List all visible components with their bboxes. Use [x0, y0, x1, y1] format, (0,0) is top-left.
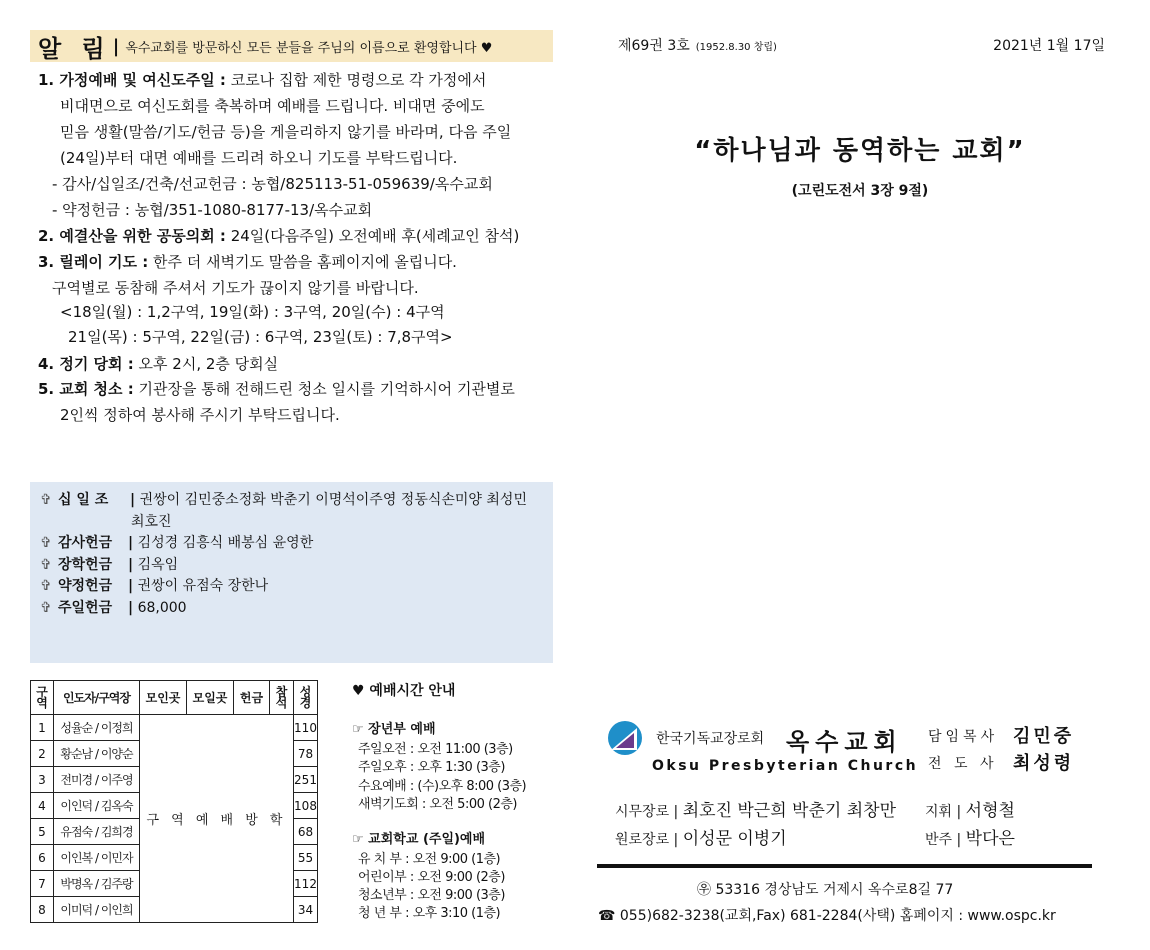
- table-row: 2 황순남 / 이양순 78: [31, 741, 318, 767]
- header-leader: 인도자/구역장: [54, 681, 140, 715]
- motto-reference: (고린도전서 3장 9절): [791, 183, 929, 199]
- offering-names: 김성경 김흥식 배봉심 윤영한: [137, 535, 314, 551]
- offering-names: 권쌍이 김민중소정화 박춘기 이명석이주영 정동식손미양 최성민: [139, 492, 527, 508]
- pastor-name: 김민중: [1013, 726, 1075, 747]
- emeritus-elders: 원로장로 | 이성문 이병기: [615, 829, 787, 849]
- table-row: 3 전미경 / 이주영 251: [31, 767, 318, 793]
- service-times-title: ♥ 예배시간 안내: [352, 683, 456, 699]
- founded-date: (1952.8.30 창립): [695, 42, 777, 53]
- header-bible: 성경: [294, 681, 318, 715]
- church-name-english: Oksu Presbyterian Church: [652, 758, 919, 774]
- service-line: 주일오후 : 오후 1:30 (3층): [358, 760, 505, 775]
- offering-label: 주일헌금: [58, 600, 113, 616]
- offering-list: ✞ 십 일 조 | 권쌍이 김민중소정화 박춘기 이명석이주영 정동식손미양 최성민 최호진 ✞ 감사헌금 | 김성경 김흥식 배봉심 윤영한 ✞ 장학헌금 | 김옥임 ✞ 약정헌금 | 권쌍이 유점숙 장한나 ✞ 주일헌금 | 68,000: [30, 482, 553, 663]
- notice-title: 알 림: [38, 34, 111, 63]
- cross-icon: ✞: [40, 600, 52, 616]
- service-line: 새벽기도회 : 오전 5:00 (2층): [358, 797, 517, 812]
- offering-label: 감사헌금: [58, 535, 113, 551]
- denomination: 한국기독교장로회: [656, 731, 765, 747]
- divider: [597, 864, 1092, 868]
- accompanist: 반주 | 박다은: [925, 829, 1015, 849]
- offering-names: 김옥임: [137, 557, 179, 573]
- header-offering: 헌금: [234, 681, 270, 715]
- notice-item-4: 4. 정기 당회 : 오후 2시, 2층 당회실: [38, 355, 279, 373]
- church-address: ㉾ 53316 경상남도 거제시 옥수로8길 77: [697, 882, 954, 898]
- notice-header: [30, 30, 553, 62]
- service-line: 주일오전 : 오전 11:00 (3층): [358, 742, 513, 757]
- account-info-line: - 약정헌금 : 농협/351-1080-8177-13/옥수교회: [52, 201, 373, 219]
- account-info-line: - 감사/십일조/건축/선교헌금 : 농협/825113-51-059639/옥수교회: [52, 175, 493, 193]
- cross-icon: ✞: [40, 535, 52, 551]
- notice-item-1-line: (24일)부터 대면 예배를 드리려 하오니 기도를 부탁드립니다.: [60, 149, 458, 167]
- header-meeting-place: 모일곳: [187, 681, 234, 715]
- table-row: 7 박명옥 / 김주랑 112: [31, 871, 318, 897]
- evangelist-role: 전 도 사: [928, 756, 998, 772]
- district-table: [30, 680, 318, 923]
- offering-names-continued: 최호진: [131, 514, 172, 530]
- pastor-role: 담임목사: [928, 729, 999, 745]
- cross-icon: ✞: [40, 557, 52, 573]
- school-service-heading: ☞ 교회학교 (주일)예배: [352, 832, 486, 847]
- church-contact: ☎ 055)682-3238(교회,Fax) 681-2284(사택) 홈페이지 : www.ospc.kr: [598, 908, 1056, 924]
- offering-names: 권쌍이 유점숙 장한나: [137, 578, 269, 594]
- table-row: 5 유점숙 / 김희경 68: [31, 819, 318, 845]
- notice-item-5: 5. 교회 청소 : 기관장을 통해 전해드린 청소 일시를 기억하시어 기관별로: [38, 380, 515, 398]
- church-motto: “하나님과 동역하는 교회”: [694, 136, 1026, 166]
- notice-item-3: 3. 릴레이 기도 : 한주 더 새벽기도 말씀을 홈페이지에 올립니다.: [38, 253, 457, 271]
- table-row: 1 성율순 / 이정희 구 역 예 배 방 학 110: [31, 715, 318, 741]
- evangelist-name: 최성령: [1013, 753, 1075, 774]
- service-line: 청소년부 : 오전 9:00 (3층): [358, 888, 505, 903]
- notice-item-5-line: 2인씩 정하여 봉사해 주시기 부탁드립니다.: [60, 406, 340, 424]
- bulletin-volume: 제69권 3호 (1952.8.30 창립): [618, 38, 777, 54]
- notice-welcome-text: 옥수교회를 방문하신 모든 분들을 주님의 이름으로 환영합니다 ♥: [125, 40, 493, 56]
- header-attendance: 참석: [270, 681, 294, 715]
- conductor: 지휘 | 서형철: [925, 801, 1015, 821]
- table-row: 4 이인덕 / 김옥숙 108: [31, 793, 318, 819]
- header-district: 구역: [31, 681, 54, 715]
- offering-label: 약정헌금: [58, 578, 113, 594]
- cross-icon: ✞: [40, 578, 52, 594]
- service-line: 수요예배 : (수)오후 8:00 (3층): [358, 779, 527, 794]
- cross-icon: ✞: [40, 492, 52, 508]
- notice-item-1-line: 비대면으로 여신도회를 축복하며 예배를 드립니다. 비대면 중에도: [60, 97, 485, 115]
- notice-item-1: 1. 가정예배 및 여신도주일 : 코로나 집합 제한 명령으로 각 가정에서: [38, 71, 487, 89]
- service-line: 청 년 부 : 오후 3:10 (1층): [358, 906, 501, 921]
- notice-item-1-line: 믿음 생활(말씀/기도/헌금 등)을 게을리하지 않기를 바라며, 다음 주일: [60, 123, 512, 141]
- notice-item-3-line: 구역별로 동참해 주셔서 기도가 끊이지 않기를 바랍니다.: [52, 279, 419, 297]
- notice-item-3-line: 21일(목) : 5구역, 22일(금) : 6구역, 23일(토) : 7,8구역>: [68, 328, 453, 346]
- offering-label: 십 일 조: [58, 492, 109, 508]
- adult-service-heading: ☞ 장년부 예배: [352, 722, 436, 737]
- church-name: 옥수교회: [786, 728, 903, 756]
- active-elders: 시무장로 | 최호진 박근희 박춘기 최창만: [615, 801, 896, 821]
- service-line: 어린이부 : 오전 9:00 (2층): [358, 870, 505, 885]
- notice-item-3-line: <18일(월) : 1,2구역, 19일(화) : 3구역, 20일(수) : 4구역: [60, 303, 445, 321]
- header-gathered-place: 모인곳: [140, 681, 187, 715]
- notice-item-2: 2. 예결산을 위한 공동의회 : 24일(다음주일) 오전예배 후(세례교인 참석): [38, 227, 520, 245]
- bulletin-date: 2021년 1월 17일: [993, 38, 1105, 54]
- table-row: 8 이미덕 / 이인희 34: [31, 897, 318, 923]
- notice-separator: |: [112, 35, 120, 57]
- table-header-row: [31, 681, 318, 715]
- offering-label: 장학헌금: [58, 557, 113, 573]
- district-merged-note: 구 역 예 배 방 학: [140, 715, 294, 923]
- table-row: 6 이인복 / 이민자 55: [31, 845, 318, 871]
- offering-amount: 68,000: [137, 600, 187, 616]
- service-line: 유 치 부 : 오전 9:00 (1층): [358, 852, 501, 867]
- church-logo-icon: [607, 720, 643, 756]
